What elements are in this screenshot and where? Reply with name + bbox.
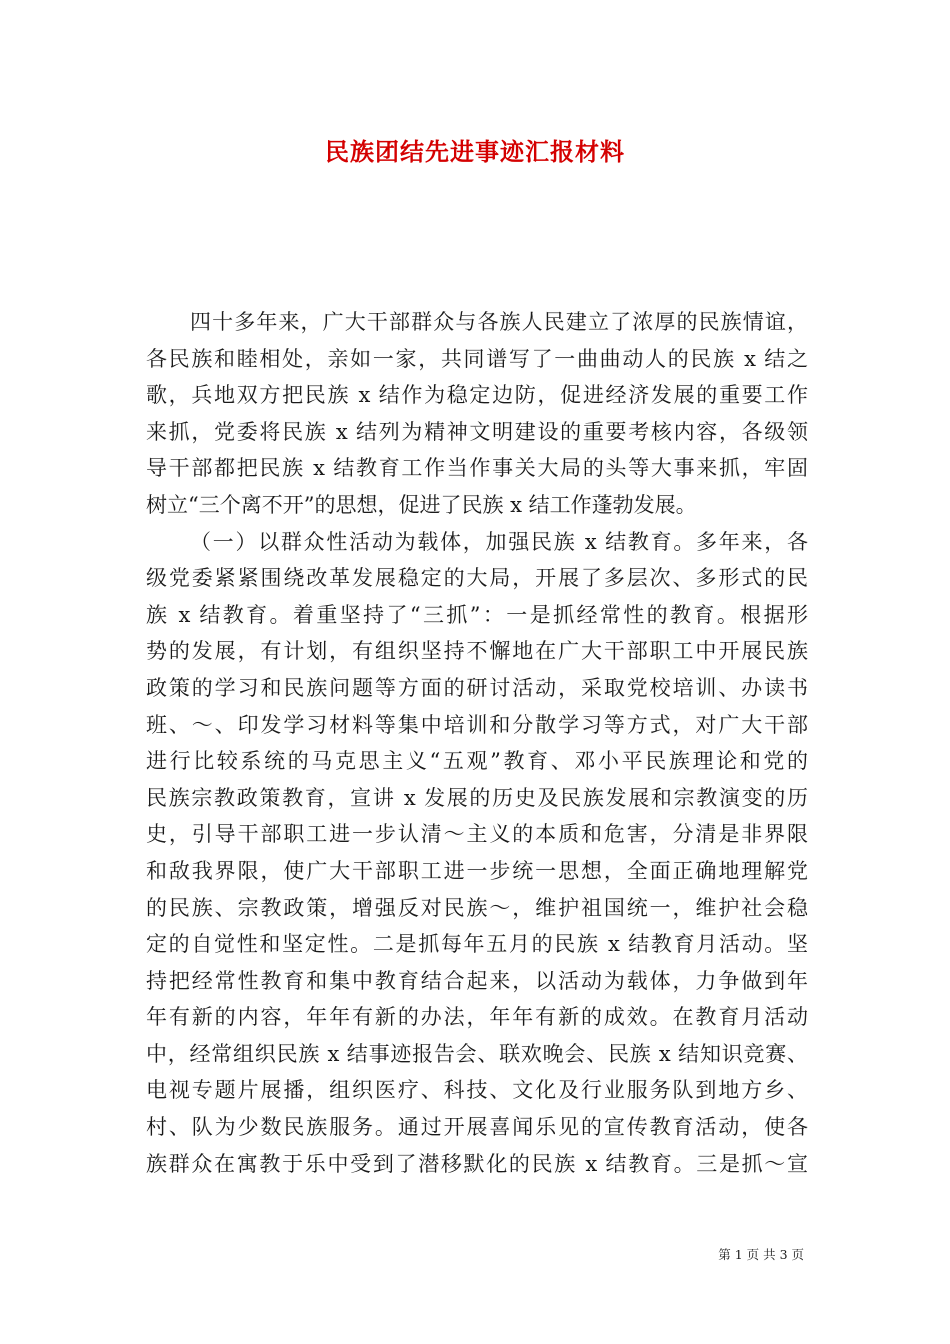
paragraph-2 <box>146 524 808 1183</box>
paragraph-line: 族群众在寓教于乐中受到了潜移默化的民族 x 结教育。三是抓～宣 <box>146 1151 808 1176</box>
paragraph-line: 进行比较系统的马克思主义“五观”教育、邓小平民族理论和党的 <box>146 749 808 774</box>
paragraph-line: 班、～、印发学习材料等集中培训和分散学习等方式，对广大干部 <box>146 712 808 737</box>
paragraph-line: 级党委紧紧围绕改革发展稳定的大局，开展了多层次、多形式的民 <box>146 566 808 591</box>
paragraph-1 <box>146 304 808 524</box>
paragraph-line: 民族宗教政策教育，宣讲 x 发展的历史及民族发展和宗教演变的历 <box>146 785 808 810</box>
paragraph-line: 定的自觉性和坚定性。二是抓每年五月的民族 x 结教育月活动。坚 <box>146 932 808 957</box>
paragraph-line: 年有新的内容，年年有新的办法，年年有新的成效。在教育月活动 <box>146 1005 808 1030</box>
paragraph-line: 电视专题片展播，组织医疗、科技、文化及行业服务队到地方乡、 <box>146 1078 808 1103</box>
paragraph-line: 和敌我界限，使广大干部职工进一步统一思想，全面正确地理解党 <box>146 858 808 883</box>
paragraph-line: （一）以群众性活动为载体，加强民族 x 结教育。多年来，各 <box>190 529 808 554</box>
paragraph-line: 四十多年来，广大干部群众与各族人民建立了浓厚的民族情谊， <box>190 310 808 334</box>
paragraph-line: 各民族和睦相处，亲如一家，共同谱写了一曲曲动人的民族 x 结之 <box>146 346 808 371</box>
paragraph-line: 政策的学习和民族问题等方面的研讨活动，采取党校培训、办读书 <box>146 675 808 700</box>
paragraph-line: 歌，兵地双方把民族 x 结作为稳定边防，促进经济发展的重要工作 <box>146 383 808 408</box>
paragraph-line: 势的发展，有计划，有组织坚持不懈地在广大干部职工中开展民族 <box>146 639 808 664</box>
document-title: 民族团结先进事迹汇报材料 <box>325 137 625 166</box>
paragraph-line: 中，经常组织民族 x 结事迹报告会、联欢晚会、民族 x 结知识竞赛、 <box>146 1041 808 1066</box>
document-body <box>146 304 808 1182</box>
paragraph-line: 导干部都把民族 x 结教育工作当作事关大局的头等大事来抓，牢固 <box>146 456 808 481</box>
paragraph-line: 持把经常性教育和集中教育结合起来，以活动为载体，力争做到年 <box>146 968 808 993</box>
paragraph-line: 来抓，党委将民族 x 结列为精神文明建设的重要考核内容，各级领 <box>146 419 808 444</box>
paragraph-line: 的民族、宗教政策，增强反对民族～，维护祖国统一，维护社会稳 <box>146 895 808 920</box>
paragraph-line: 史，引导干部职工进一步认清～主义的本质和危害，分清是非界限 <box>146 822 808 847</box>
paragraph-line: 族 x 结教育。着重坚持了“三抓”：一是抓经常性的教育。根据形 <box>146 602 808 627</box>
paragraph-line: 村、队为少数民族服务。通过开展喜闻乐见的宣传教育活动，使各 <box>146 1115 808 1140</box>
paragraph-line: 树立“三个离不开”的思想，促进了民族 x 结工作蓬勃发展。 <box>146 492 697 517</box>
page-number: 第 1 页 共 3 页 <box>718 1247 804 1262</box>
